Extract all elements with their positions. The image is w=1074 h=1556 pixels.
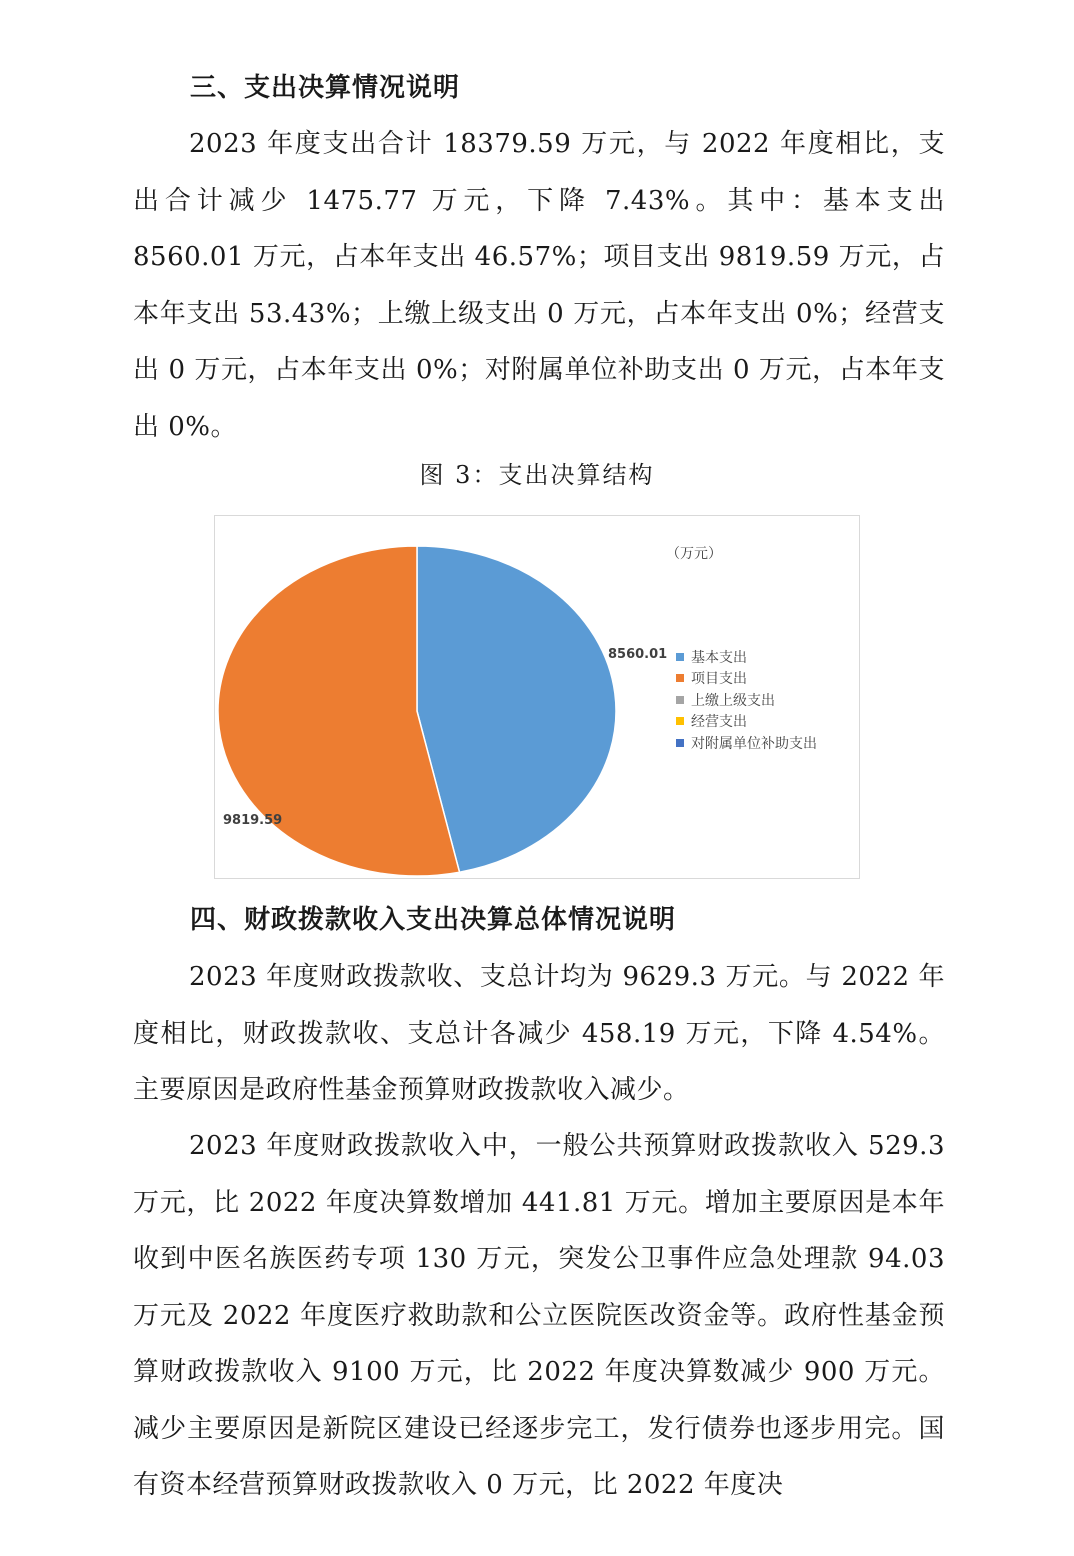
section3-paragraph: 2023 年度支出合计 18379.59 万元，与 2022 年度相比，支出合计减少 1475.77 万元，下降 7.43%。其中：基本支出 8560.01 万元，占本年支出 46.57%；项目支出 9819.59 万元，占本年支出 53.43%；上缴上级支出 0 万元，占本年支出 0%；经营支出 0 万元，占本年支出 0%；对附属单位补助支出 0 万元，占本年支出 0%。 — [133, 129, 945, 442]
chart-unit-label: （万元） — [666, 546, 722, 562]
legend-item-business — [676, 711, 817, 733]
legend-label-basic: 基本支出 — [691, 649, 747, 666]
section3-heading: 三、支出决算情况说明 — [190, 73, 461, 103]
legend-label-subsidy: 对附属单位补助支出 — [691, 735, 817, 752]
legend-swatch-subsidy — [676, 739, 684, 747]
legend-swatch-upper — [676, 696, 684, 704]
data-label-project: 9819.59 — [223, 813, 283, 828]
legend-label-upper: 上缴上级支出 — [691, 692, 775, 709]
legend-item-basic — [676, 646, 817, 668]
legend-swatch-business — [676, 717, 684, 725]
legend-item-subsidy — [676, 732, 817, 754]
legend-item-project — [676, 668, 817, 690]
pie-chart — [214, 515, 860, 879]
legend-label-business: 经营支出 — [691, 714, 747, 731]
legend-item-upper — [676, 689, 817, 711]
legend-label-project: 项目支出 — [691, 671, 747, 688]
section4-paragraph-2: 2023 年度财政拨款收入中，一般公共预算财政拨款收入 529.3 万元，比 2022 年度决算数增加 441.81 万元。增加主要原因是本年收到中医名族医药专项 130 万元，突发公卫事件应急处理款 94.03 万元及 2022 年度医疗救助款和公立医院医改资金等。政府性基金预算财政拨款收入 9100 万元，比 2022 年度决算数减少 900 万元。减少主要原因是新院区建设已经逐步完工，发行债券也逐步用完。国有资本经营预算财政拨款收入 0 万元，比 2022 年度决 — [133, 1131, 945, 1500]
chart-legend — [676, 646, 817, 754]
figure-caption: 图 3：支出决算结构 — [419, 461, 655, 489]
legend-swatch-basic — [676, 653, 684, 661]
section4-paragraph-1: 2023 年度财政拨款收、支总计均为 9629.3 万元。与 2022 年度相比，财政拨款收、支总计各减少 458.19 万元，下降 4.54%。主要原因是政府性基金预算财政拨款收入减少。 — [133, 962, 945, 1105]
legend-swatch-project — [676, 674, 684, 682]
section4-heading: 四、财政拨款收入支出决算总体情况说明 — [190, 905, 677, 935]
data-label-basic: 8560.01 — [608, 647, 668, 662]
